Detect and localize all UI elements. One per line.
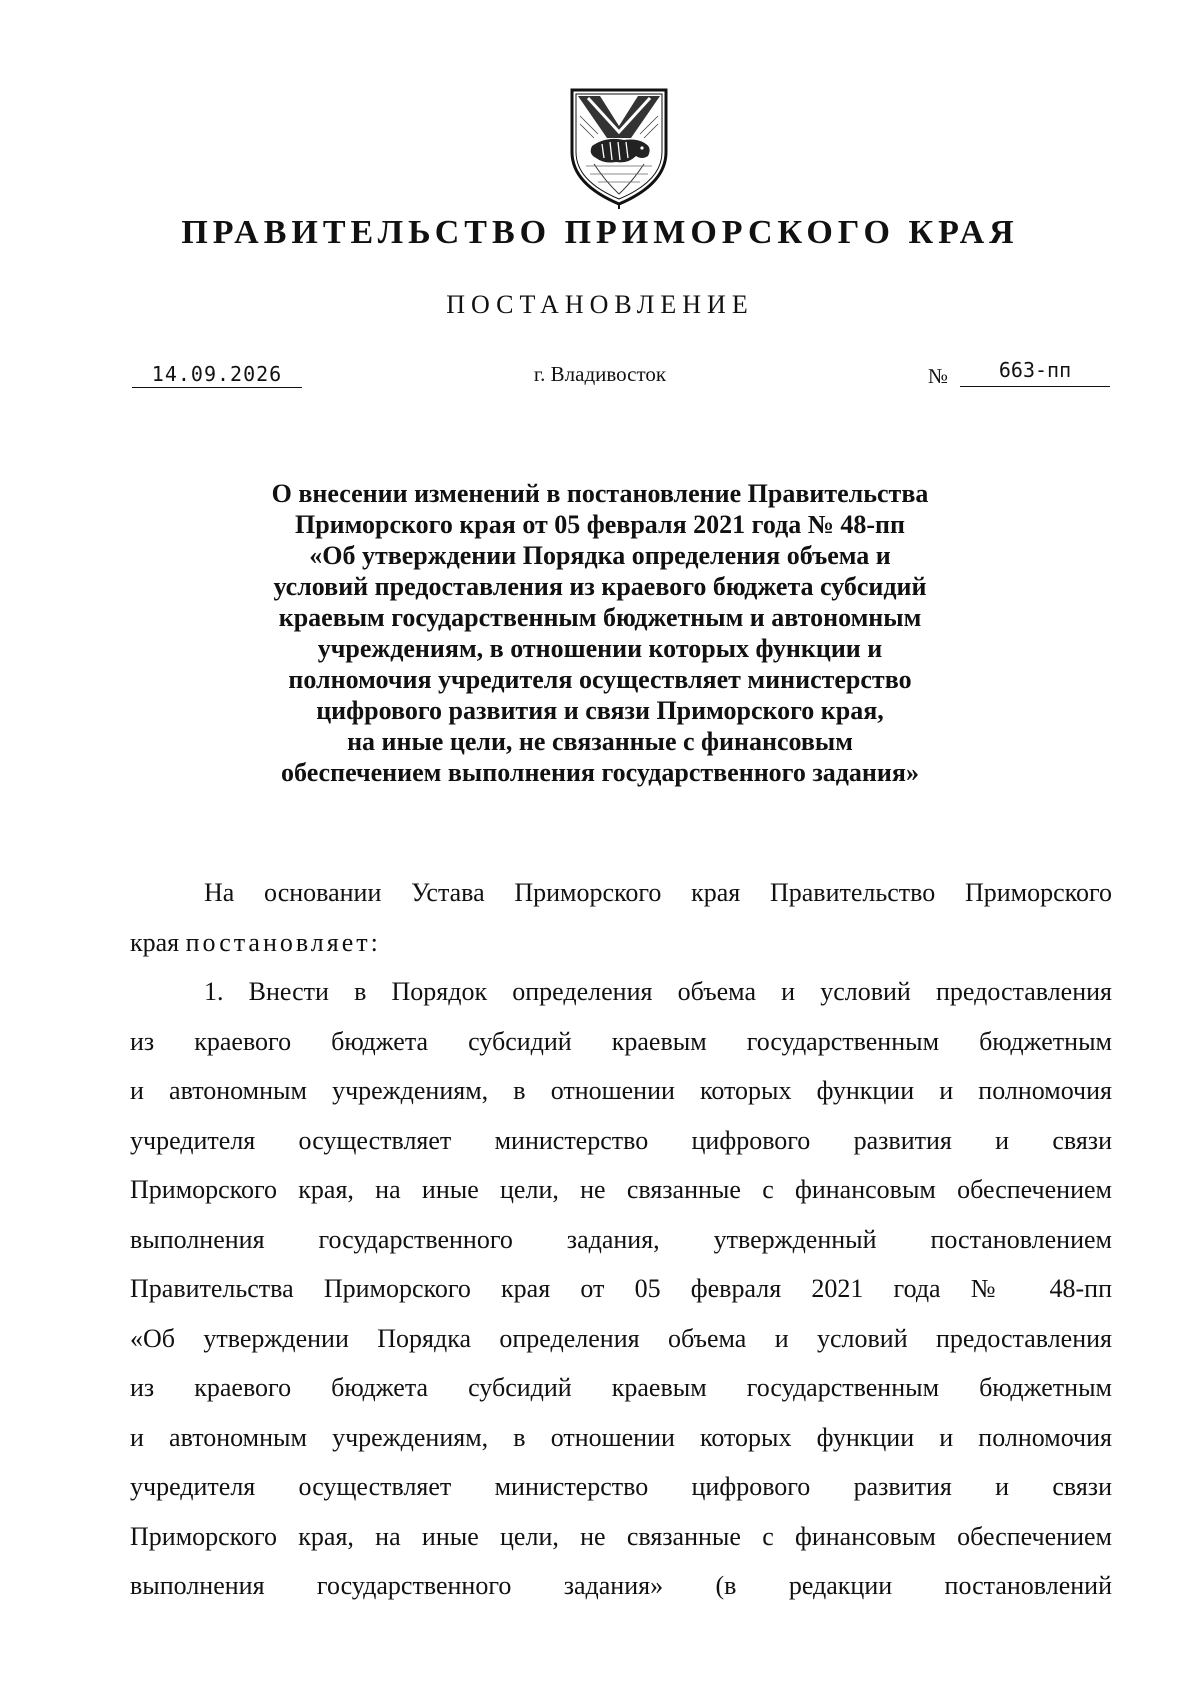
preamble-line: На основании Устава Приморского края Правительство Приморского bbox=[204, 878, 1112, 907]
subject-line: учреждениям, в отношении которых функции и bbox=[317, 634, 883, 663]
body-line: Правительства Приморского края от 05 февраля 2021 года № 48-пп bbox=[130, 1274, 1112, 1303]
body-line: Приморского края, на иные цели, не связанные с финансовым обеспечением bbox=[130, 1521, 1112, 1551]
subject-line: «Об утверждении Порядка определения объема и bbox=[309, 541, 891, 570]
subject-line: на иные цели, не связанные с финансовым bbox=[347, 727, 853, 756]
subject-line: обеспечением выполнения государственного задания» bbox=[281, 758, 919, 787]
document-date: 14.09.2026 bbox=[132, 362, 302, 388]
body-line: выполнения государственного задания» (в редакции постановлений bbox=[130, 1571, 1112, 1600]
body-line: из краевого бюджета субсидий краевым государственным бюджетным bbox=[130, 1026, 1112, 1056]
body-line: «Об утверждении Порядка определения объема и условий предоставления bbox=[130, 1323, 1112, 1353]
preamble-text: края bbox=[130, 927, 180, 957]
document-subject bbox=[160, 478, 1040, 788]
decree-word: постановляет: bbox=[185, 927, 381, 957]
document-body bbox=[130, 868, 1112, 1611]
body-line: 1. Внести в Порядок определения объема и условий предоставления bbox=[204, 977, 1112, 1006]
subject-line: О внесении изменений в постановление Правительства bbox=[271, 479, 929, 508]
subject-line: Приморского края от 05 февраля 2021 года № 48-пп bbox=[295, 510, 905, 539]
body-line: и автономным учреждениям, в отношении которых функции и полномочия bbox=[130, 1076, 1112, 1105]
body-line: учредителя осуществляет министерство цифрового развития и связи bbox=[130, 1472, 1112, 1501]
subject-line: краевым государственным бюджетным и автономным bbox=[278, 603, 922, 632]
body-line: учредителя осуществляет министерство цифрового развития и связи bbox=[130, 1125, 1112, 1155]
document-number: 663-пп bbox=[960, 358, 1110, 387]
government-title: ПРАВИТЕЛЬСТВО ПРИМОРСКОГО КРАЯ bbox=[181, 214, 1019, 251]
coat-of-arms-icon bbox=[566, 86, 672, 210]
document-number-sign: № bbox=[928, 364, 949, 388]
body-line: из краевого бюджета субсидий краевым государственным бюджетным bbox=[130, 1373, 1112, 1402]
document-type: ПОСТАНОВЛЕНИЕ bbox=[446, 290, 754, 319]
subject-line: условий предоставления из краевого бюджета субсидий bbox=[273, 572, 927, 601]
subject-line: полномочия учредителя осуществляет министерство bbox=[288, 665, 912, 694]
body-line: Приморского края, на иные цели, не связанные с финансовым обеспечением bbox=[130, 1175, 1112, 1204]
body-line: выполнения государственного задания, утвержденный постановлением bbox=[130, 1224, 1112, 1254]
preamble-line bbox=[130, 918, 1112, 968]
subject-line: цифрового развития и связи Приморского края, bbox=[316, 696, 884, 725]
body-line: и автономным учреждениям, в отношении которых функции и полномочия bbox=[130, 1422, 1112, 1452]
document-city: г. Владивосток bbox=[533, 362, 667, 386]
